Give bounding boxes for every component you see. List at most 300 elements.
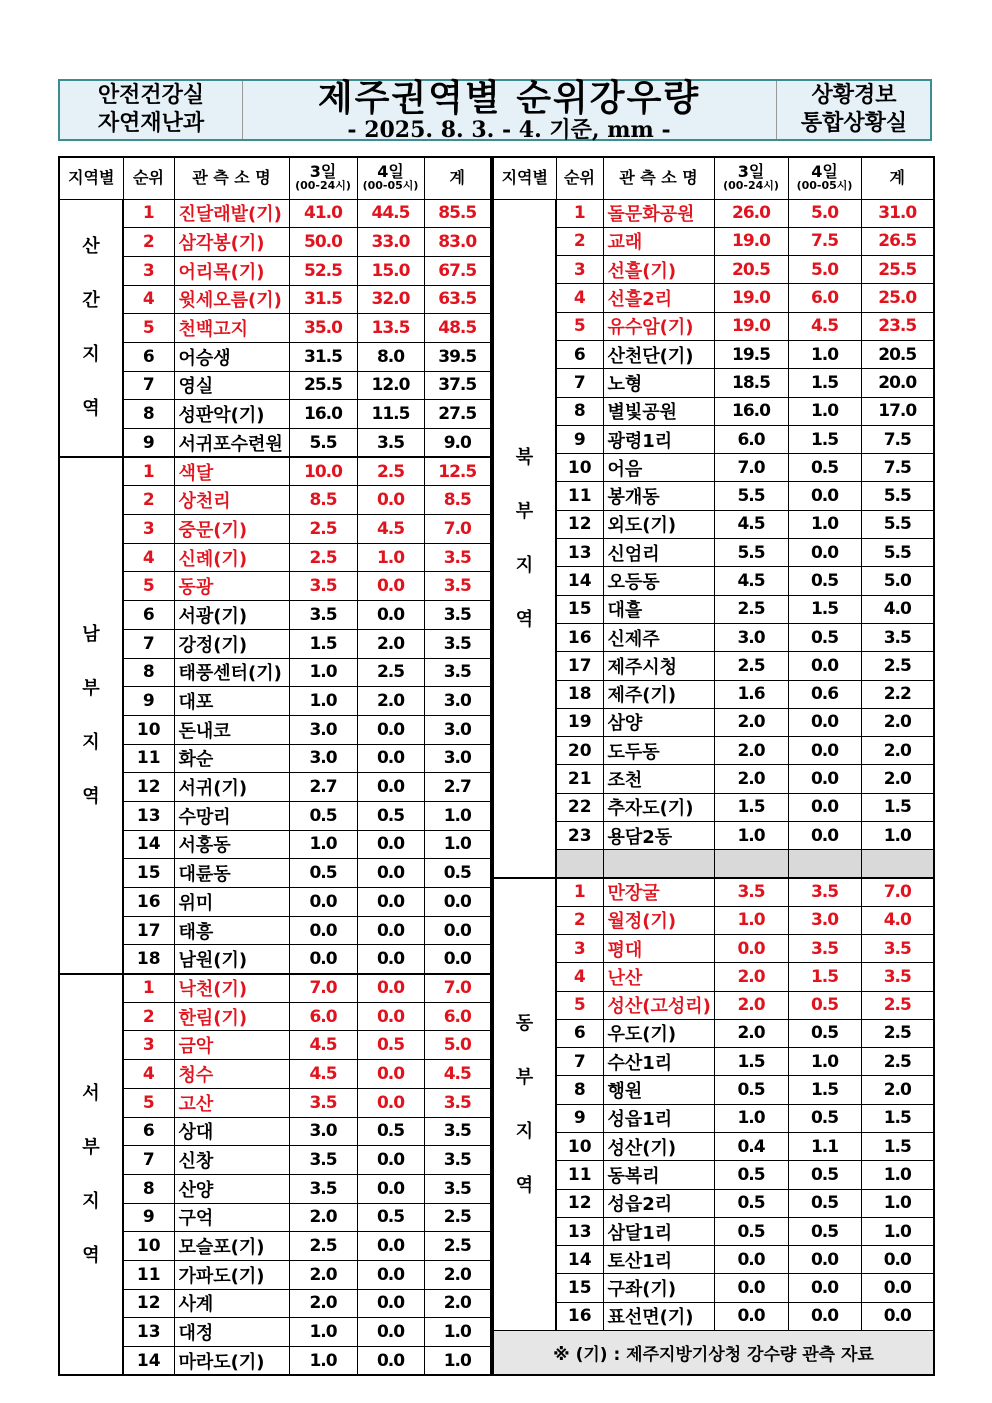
table-row bbox=[493, 199, 934, 227]
station-name: 산천단(기) bbox=[603, 340, 714, 368]
day2-value: 0.5 bbox=[788, 567, 861, 595]
rank-cell: 9 bbox=[123, 687, 174, 716]
total-value: 1.0 bbox=[861, 1189, 934, 1217]
station-name: 용담2동 bbox=[603, 822, 714, 850]
table-row bbox=[493, 482, 934, 510]
total-value: 48.5 bbox=[424, 314, 491, 343]
station-name: 남원(기) bbox=[174, 945, 289, 974]
station-name: 대흘 bbox=[603, 595, 714, 623]
rainfall-table-left bbox=[58, 156, 492, 1376]
rank-cell: 11 bbox=[123, 1260, 174, 1289]
table-row bbox=[59, 629, 491, 658]
day1-value: 2.0 bbox=[289, 1203, 357, 1232]
day1-value: 1.0 bbox=[714, 1104, 788, 1132]
day1-value: 0.5 bbox=[714, 1161, 788, 1189]
rank-cell: 1 bbox=[556, 878, 603, 906]
total-value: 0.0 bbox=[861, 1246, 934, 1274]
station-name: 제주(기) bbox=[603, 680, 714, 708]
day1-value: 2.0 bbox=[289, 1289, 357, 1318]
rank-cell: 8 bbox=[556, 1076, 603, 1104]
day1-value: 3.0 bbox=[289, 744, 357, 773]
col-day2 bbox=[357, 157, 424, 199]
day2-value: 1.0 bbox=[357, 543, 424, 572]
rank-cell: 8 bbox=[556, 397, 603, 425]
rank-cell: 13 bbox=[123, 801, 174, 830]
day2-value: 0.0 bbox=[357, 715, 424, 744]
total-value: 2.2 bbox=[861, 680, 934, 708]
table-row bbox=[59, 457, 491, 486]
total-value: 3.5 bbox=[424, 543, 491, 572]
table-row bbox=[493, 1161, 934, 1189]
header-center bbox=[242, 78, 776, 143]
table-row bbox=[493, 256, 934, 284]
table-row bbox=[59, 1146, 491, 1175]
rank-cell: 12 bbox=[556, 510, 603, 538]
rank-cell: 3 bbox=[123, 1031, 174, 1060]
day2-value: 13.5 bbox=[357, 314, 424, 343]
day2-value: 0.0 bbox=[357, 974, 424, 1003]
station-name: 구억 bbox=[174, 1203, 289, 1232]
day1-value: 3.5 bbox=[289, 1088, 357, 1117]
day1-value: 19.5 bbox=[714, 340, 788, 368]
total-value: 8.5 bbox=[424, 486, 491, 515]
total-value: 2.0 bbox=[861, 708, 934, 736]
day1-value: 0.0 bbox=[714, 1246, 788, 1274]
day2-value: 0.6 bbox=[788, 680, 861, 708]
station-name: 청수 bbox=[174, 1060, 289, 1089]
col-day2-label: 4일 bbox=[811, 162, 838, 182]
total-value: 5.5 bbox=[861, 539, 934, 567]
day1-value: 0.4 bbox=[714, 1133, 788, 1161]
rank-cell: 3 bbox=[556, 934, 603, 962]
col-rank: 순위 bbox=[123, 157, 174, 199]
station-name: 태풍센터(기) bbox=[174, 658, 289, 687]
station-name: 성읍1리 bbox=[603, 1104, 714, 1132]
rank-cell: 1 bbox=[556, 199, 603, 227]
station-name: 교래 bbox=[603, 227, 714, 255]
rank-cell: 11 bbox=[556, 482, 603, 510]
total-value: 2.5 bbox=[861, 991, 934, 1019]
day2-value: 0.0 bbox=[357, 572, 424, 601]
rank-cell: 6 bbox=[556, 340, 603, 368]
table-row bbox=[493, 991, 934, 1019]
table-row bbox=[493, 539, 934, 567]
station-name: 한림(기) bbox=[174, 1002, 289, 1031]
day1-value: 19.0 bbox=[714, 227, 788, 255]
station-name: 신례(기) bbox=[174, 543, 289, 572]
day1-value: 25.5 bbox=[289, 371, 357, 400]
total-value: 31.0 bbox=[861, 199, 934, 227]
rank-cell: 5 bbox=[123, 572, 174, 601]
rank-cell: 19 bbox=[556, 708, 603, 736]
table-row bbox=[59, 974, 491, 1003]
day2-value: 44.5 bbox=[357, 199, 424, 228]
empty-cell bbox=[861, 850, 934, 878]
table-row bbox=[59, 1060, 491, 1089]
rank-cell: 15 bbox=[556, 1274, 603, 1302]
station-name: 성산(기) bbox=[603, 1133, 714, 1161]
day2-value: 0.5 bbox=[788, 1217, 861, 1245]
rank-cell: 6 bbox=[123, 601, 174, 630]
day2-value: 0.0 bbox=[357, 830, 424, 859]
day2-value: 3.5 bbox=[788, 878, 861, 906]
col-rank: 순위 bbox=[556, 157, 603, 199]
day1-value: 4.5 bbox=[714, 567, 788, 595]
rank-cell: 7 bbox=[556, 1048, 603, 1076]
rank-cell: 1 bbox=[123, 199, 174, 228]
table-row bbox=[59, 658, 491, 687]
rank-cell: 13 bbox=[123, 1318, 174, 1347]
table-row bbox=[493, 284, 934, 312]
total-value: 3.5 bbox=[424, 658, 491, 687]
day2-value: 0.0 bbox=[788, 652, 861, 680]
total-value: 0.0 bbox=[424, 945, 491, 974]
day1-value: 18.5 bbox=[714, 369, 788, 397]
day2-value: 2.5 bbox=[357, 457, 424, 486]
station-name: 서귀포수련원 bbox=[174, 429, 289, 458]
total-value: 27.5 bbox=[424, 400, 491, 429]
day2-value: 5.0 bbox=[788, 199, 861, 227]
total-value: 2.5 bbox=[424, 1232, 491, 1261]
day2-value: 0.0 bbox=[788, 1302, 861, 1330]
day1-value: 1.0 bbox=[289, 1347, 357, 1376]
day1-value: 2.0 bbox=[714, 1019, 788, 1047]
col-day1-range: (00-24시) bbox=[295, 179, 351, 193]
station-name: 상대 bbox=[174, 1117, 289, 1146]
total-value: 0.0 bbox=[424, 916, 491, 945]
day2-value: 0.0 bbox=[357, 1060, 424, 1089]
station-name: 우도(기) bbox=[603, 1019, 714, 1047]
station-name: 봉개동 bbox=[603, 482, 714, 510]
station-name: 행원 bbox=[603, 1076, 714, 1104]
rank-cell: 9 bbox=[556, 425, 603, 453]
total-value: 2.0 bbox=[424, 1260, 491, 1289]
total-value: 5.5 bbox=[861, 510, 934, 538]
station-name: 마라도(기) bbox=[174, 1347, 289, 1376]
table-row bbox=[59, 1002, 491, 1031]
rank-cell: 2 bbox=[123, 486, 174, 515]
total-value: 7.5 bbox=[861, 454, 934, 482]
station-name: 어승생 bbox=[174, 342, 289, 371]
station-name: 낙천(기) bbox=[174, 974, 289, 1003]
table-row bbox=[493, 623, 934, 651]
table-row bbox=[493, 1246, 934, 1274]
rank-cell: 22 bbox=[556, 793, 603, 821]
day1-value: 0.0 bbox=[714, 1302, 788, 1330]
rank-cell: 5 bbox=[556, 991, 603, 1019]
station-name: 성읍2리 bbox=[603, 1189, 714, 1217]
table-row bbox=[493, 1274, 934, 1302]
table-row bbox=[493, 595, 934, 623]
rank-cell: 14 bbox=[123, 830, 174, 859]
station-name: 색달 bbox=[174, 457, 289, 486]
station-name: 선흘2리 bbox=[603, 284, 714, 312]
table-row bbox=[59, 314, 491, 343]
day1-value: 5.5 bbox=[289, 429, 357, 458]
station-name: 신제주 bbox=[603, 623, 714, 651]
station-name: 가파도(기) bbox=[174, 1260, 289, 1289]
day2-value: 0.0 bbox=[357, 859, 424, 888]
station-name: 대륜동 bbox=[174, 859, 289, 888]
day2-value: 0.5 bbox=[357, 1031, 424, 1060]
total-value: 67.5 bbox=[424, 256, 491, 285]
day1-value: 1.5 bbox=[289, 629, 357, 658]
station-name: 노형 bbox=[603, 369, 714, 397]
table-row bbox=[493, 340, 934, 368]
rank-cell: 20 bbox=[556, 737, 603, 765]
station-name: 어음 bbox=[603, 454, 714, 482]
day2-value: 0.0 bbox=[357, 1002, 424, 1031]
station-name: 고산 bbox=[174, 1088, 289, 1117]
day2-value: 2.5 bbox=[357, 658, 424, 687]
total-value: 37.5 bbox=[424, 371, 491, 400]
rank-cell: 18 bbox=[556, 680, 603, 708]
day1-value: 1.6 bbox=[714, 680, 788, 708]
day1-value: 5.5 bbox=[714, 539, 788, 567]
station-name: 태흥 bbox=[174, 916, 289, 945]
station-name: 제주시청 bbox=[603, 652, 714, 680]
table-row bbox=[59, 256, 491, 285]
day1-value: 35.0 bbox=[289, 314, 357, 343]
empty-cell bbox=[603, 850, 714, 878]
station-name: 산양 bbox=[174, 1174, 289, 1203]
rank-cell: 16 bbox=[123, 888, 174, 917]
station-name: 외도(기) bbox=[603, 510, 714, 538]
rank-cell: 3 bbox=[556, 256, 603, 284]
total-value: 3.5 bbox=[861, 623, 934, 651]
day1-value: 2.0 bbox=[714, 765, 788, 793]
day1-value: 2.5 bbox=[289, 1232, 357, 1261]
report-header bbox=[58, 79, 932, 141]
station-name: 서홍동 bbox=[174, 830, 289, 859]
day1-value: 7.0 bbox=[289, 974, 357, 1003]
rank-cell: 5 bbox=[123, 314, 174, 343]
rank-cell: 6 bbox=[556, 1019, 603, 1047]
footnote: ※ (기) : 제주지방기상청 강수량 관측 자료 bbox=[493, 1331, 934, 1375]
rank-cell: 7 bbox=[123, 1146, 174, 1175]
header-left bbox=[60, 81, 243, 139]
day1-value: 2.0 bbox=[714, 963, 788, 991]
table-row bbox=[59, 1117, 491, 1146]
table-row bbox=[59, 945, 491, 974]
total-value: 4.0 bbox=[861, 906, 934, 934]
rank-cell: 9 bbox=[556, 1104, 603, 1132]
dept-line2: 자연재난과 bbox=[97, 111, 205, 136]
empty-cell bbox=[714, 850, 788, 878]
station-name: 진달래밭(기) bbox=[174, 199, 289, 228]
rank-cell: 4 bbox=[123, 543, 174, 572]
total-value: 3.5 bbox=[424, 601, 491, 630]
day2-value: 6.0 bbox=[788, 284, 861, 312]
total-value: 1.0 bbox=[424, 1347, 491, 1376]
day1-value: 5.5 bbox=[714, 482, 788, 510]
rank-cell: 14 bbox=[123, 1347, 174, 1376]
day1-value: 3.0 bbox=[714, 623, 788, 651]
day2-value: 0.5 bbox=[357, 801, 424, 830]
day1-value: 0.0 bbox=[289, 916, 357, 945]
station-name: 토산1리 bbox=[603, 1246, 714, 1274]
col-day1-label: 3일 bbox=[737, 162, 765, 182]
day2-value: 15.0 bbox=[357, 256, 424, 285]
rank-cell: 3 bbox=[123, 256, 174, 285]
day1-value: 31.5 bbox=[289, 342, 357, 371]
total-value: 7.0 bbox=[424, 974, 491, 1003]
rank-cell: 6 bbox=[123, 1117, 174, 1146]
station-name: 동광 bbox=[174, 572, 289, 601]
station-name: 동복리 bbox=[603, 1161, 714, 1189]
total-value: 3.0 bbox=[424, 744, 491, 773]
day1-value: 1.5 bbox=[714, 1048, 788, 1076]
day2-value: 3.0 bbox=[788, 906, 861, 934]
day1-value: 26.0 bbox=[714, 199, 788, 227]
rank-cell: 9 bbox=[123, 1203, 174, 1232]
total-value: 3.5 bbox=[861, 934, 934, 962]
total-value: 2.5 bbox=[861, 1019, 934, 1047]
table-row bbox=[59, 801, 491, 830]
rank-cell: 14 bbox=[556, 1246, 603, 1274]
col-total: 계 bbox=[424, 157, 491, 199]
table-row bbox=[59, 1232, 491, 1261]
table-row bbox=[493, 227, 934, 255]
day1-value: 2.5 bbox=[289, 515, 357, 544]
station-name: 신창 bbox=[174, 1146, 289, 1175]
dept-line1: 안전건강실 bbox=[97, 83, 205, 108]
table-row bbox=[59, 1347, 491, 1376]
rank-cell: 10 bbox=[556, 1133, 603, 1161]
day1-value: 1.0 bbox=[289, 687, 357, 716]
day2-value: 4.5 bbox=[357, 515, 424, 544]
day1-value: 2.5 bbox=[714, 652, 788, 680]
rank-cell: 14 bbox=[556, 567, 603, 595]
station-name: 대정 bbox=[174, 1318, 289, 1347]
total-value: 9.0 bbox=[424, 429, 491, 458]
table-row bbox=[493, 765, 934, 793]
day1-value: 0.0 bbox=[714, 1274, 788, 1302]
table-row bbox=[493, 1217, 934, 1245]
empty-cell bbox=[556, 850, 603, 878]
day2-value: 0.5 bbox=[788, 1189, 861, 1217]
table-row bbox=[493, 1048, 934, 1076]
day2-value: 0.0 bbox=[357, 601, 424, 630]
rank-cell: 2 bbox=[123, 1002, 174, 1031]
table-row bbox=[59, 400, 491, 429]
table-row bbox=[59, 1203, 491, 1232]
table-header-row bbox=[493, 157, 934, 199]
day2-value: 0.0 bbox=[788, 539, 861, 567]
rank-cell: 12 bbox=[556, 1189, 603, 1217]
rank-cell: 2 bbox=[556, 906, 603, 934]
total-value: 0.0 bbox=[861, 1302, 934, 1330]
day1-value: 3.5 bbox=[289, 1146, 357, 1175]
station-name: 별빛공원 bbox=[603, 397, 714, 425]
total-value: 0.0 bbox=[861, 1274, 934, 1302]
day2-value: 0.0 bbox=[357, 773, 424, 802]
office-line1: 상황경보 bbox=[811, 83, 897, 108]
day1-value: 10.0 bbox=[289, 457, 357, 486]
station-name: 사계 bbox=[174, 1289, 289, 1318]
day1-value: 1.0 bbox=[289, 1318, 357, 1347]
day2-value: 0.0 bbox=[788, 793, 861, 821]
table-row bbox=[493, 934, 934, 962]
day2-value: 1.0 bbox=[788, 1048, 861, 1076]
table-row bbox=[59, 888, 491, 917]
header-right bbox=[776, 81, 931, 139]
day1-value: 1.0 bbox=[714, 822, 788, 850]
table-row bbox=[59, 773, 491, 802]
table-row bbox=[59, 371, 491, 400]
station-name: 조천 bbox=[603, 765, 714, 793]
day1-value: 50.0 bbox=[289, 228, 357, 257]
table-row bbox=[59, 285, 491, 314]
rank-cell: 1 bbox=[123, 457, 174, 486]
day1-value: 3.5 bbox=[714, 878, 788, 906]
page-title: 제주권역별 순위강우량 bbox=[317, 78, 701, 119]
table-row bbox=[59, 486, 491, 515]
table-row bbox=[493, 567, 934, 595]
rank-cell: 4 bbox=[123, 1060, 174, 1089]
region-label: 북 부 지 역 bbox=[493, 199, 556, 878]
station-name: 유수암(기) bbox=[603, 312, 714, 340]
rank-cell: 7 bbox=[123, 629, 174, 658]
col-day2-label: 4일 bbox=[377, 162, 404, 182]
station-name: 서광(기) bbox=[174, 601, 289, 630]
station-name: 도두동 bbox=[603, 737, 714, 765]
table-row bbox=[493, 737, 934, 765]
total-value: 1.0 bbox=[861, 1161, 934, 1189]
day2-value: 0.0 bbox=[357, 1347, 424, 1376]
day2-value: 1.5 bbox=[788, 1076, 861, 1104]
col-region: 지역별 bbox=[493, 157, 556, 199]
day2-value: 0.5 bbox=[788, 1104, 861, 1132]
rank-cell: 2 bbox=[556, 227, 603, 255]
table-row bbox=[59, 601, 491, 630]
total-value: 5.0 bbox=[424, 1031, 491, 1060]
total-value: 6.0 bbox=[424, 1002, 491, 1031]
day2-value: 0.0 bbox=[357, 744, 424, 773]
day1-value: 0.5 bbox=[714, 1189, 788, 1217]
day1-value: 20.5 bbox=[714, 256, 788, 284]
station-name: 평대 bbox=[603, 934, 714, 962]
day2-value: 0.0 bbox=[357, 888, 424, 917]
day2-value: 0.0 bbox=[788, 1246, 861, 1274]
station-name: 신엄리 bbox=[603, 539, 714, 567]
day1-value: 3.0 bbox=[289, 1117, 357, 1146]
station-name: 위미 bbox=[174, 888, 289, 917]
rank-cell: 12 bbox=[123, 773, 174, 802]
station-name: 모슬포(기) bbox=[174, 1232, 289, 1261]
table-row bbox=[493, 822, 934, 850]
table-row bbox=[59, 1174, 491, 1203]
footnote-row bbox=[493, 1331, 934, 1375]
rank-cell: 3 bbox=[123, 515, 174, 544]
table-row bbox=[493, 1076, 934, 1104]
day2-value: 1.0 bbox=[788, 397, 861, 425]
station-name: 표선면(기) bbox=[603, 1302, 714, 1330]
total-value: 3.5 bbox=[424, 1117, 491, 1146]
col-day1 bbox=[714, 157, 788, 199]
day2-value: 0.0 bbox=[357, 1260, 424, 1289]
total-value: 3.5 bbox=[424, 1174, 491, 1203]
table-row bbox=[59, 916, 491, 945]
station-name: 어리목(기) bbox=[174, 256, 289, 285]
day2-value: 2.0 bbox=[357, 687, 424, 716]
station-name: 대포 bbox=[174, 687, 289, 716]
total-value: 12.5 bbox=[424, 457, 491, 486]
day1-value: 6.0 bbox=[289, 1002, 357, 1031]
day1-value: 1.0 bbox=[714, 906, 788, 934]
region-label: 서 부 지 역 bbox=[59, 974, 123, 1376]
rank-cell: 2 bbox=[123, 228, 174, 257]
